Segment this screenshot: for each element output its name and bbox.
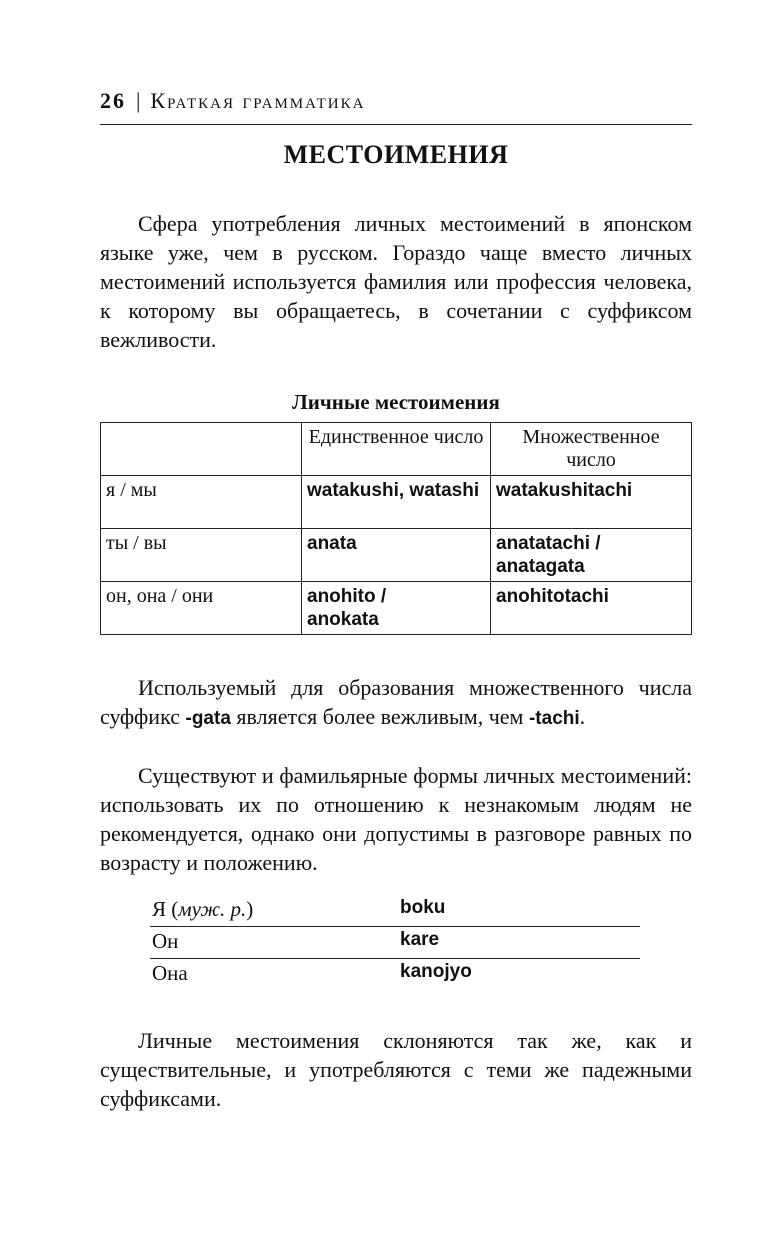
chapter-title: МЕСТОИМЕНИЯ (283, 140, 509, 169)
singular-form: anokata (307, 609, 379, 630)
section-title: Краткая грамматика (150, 88, 366, 113)
singular-form: anohito / (307, 586, 387, 607)
table-row (101, 529, 692, 582)
table-row (150, 927, 640, 959)
plural-suffix-paragraph (100, 673, 692, 733)
table-row (101, 582, 692, 635)
suffix-tachi: -tachi (528, 708, 580, 729)
page-number: 26 (100, 88, 126, 113)
person-cell: он, она / они (101, 582, 302, 635)
plural-cell: anohitotachi (491, 582, 692, 635)
russian-cell (150, 895, 398, 927)
header-separator: | (136, 88, 141, 113)
japanese-cell: boku (400, 897, 446, 918)
running-header (100, 88, 692, 125)
russian-cell: Она (150, 959, 398, 991)
table-header-cell: Единственное число (302, 423, 491, 476)
familiar-forms-table (150, 895, 640, 990)
table-row (150, 895, 640, 927)
paragraph-text: является более вежливым, чем (230, 704, 529, 729)
familiar-forms-paragraph: Существуют и фамильярные формы личных местоимений: использовать их по отношению к незнакомым людям не рекомендуется, однако они допустимы в разговоре равных по возрасту и положению. (100, 763, 692, 875)
japanese-cell: kare (398, 927, 640, 959)
table-header-row (101, 423, 692, 476)
plural-cell (491, 529, 692, 582)
table-header-cell: Множественное число (491, 423, 692, 476)
russian-cell: Он (150, 927, 398, 959)
person-cell: я / мы (101, 476, 302, 529)
plural-form: anatatachi / (496, 533, 601, 554)
declension-paragraph: Личные местоимения склоняются так же, как и существительные, и употребляются с теми же падежными суффиксами. (100, 1028, 692, 1111)
table-header-cell (101, 423, 302, 476)
person-cell: ты / вы (101, 529, 302, 582)
pronoun-table (100, 422, 692, 635)
singular-cell (302, 582, 491, 635)
japanese-cell: kanojyo (398, 959, 640, 991)
singular-cell: watakushi, watashi (302, 476, 491, 529)
gender-note: муж. р. (178, 897, 247, 921)
table-row (101, 476, 692, 529)
russian-word-end: ) (246, 897, 254, 921)
plural-cell: watakushitachi (491, 476, 692, 529)
paragraph-text: . (579, 704, 586, 729)
russian-word: Я ( (152, 897, 179, 921)
paragraph-text: Используемый для образования множественного числа суффикс (100, 675, 692, 729)
singular-cell: anata (302, 529, 491, 582)
book-page (100, 88, 692, 1113)
pronoun-table-title: Личные местоимения (292, 390, 500, 414)
table-row (150, 959, 640, 991)
suffix-gata: -gata (185, 708, 231, 729)
plural-form: anatagata (496, 556, 585, 577)
intro-paragraph: Сфера употребления личных местоимений в японском языке уже, чем в русском. Гораздо чаще вместо личных местоимений используется фамилия или профессия человека, к которому вы обращаетесь, в сочетании с суффиксом вежливости. (100, 211, 692, 352)
